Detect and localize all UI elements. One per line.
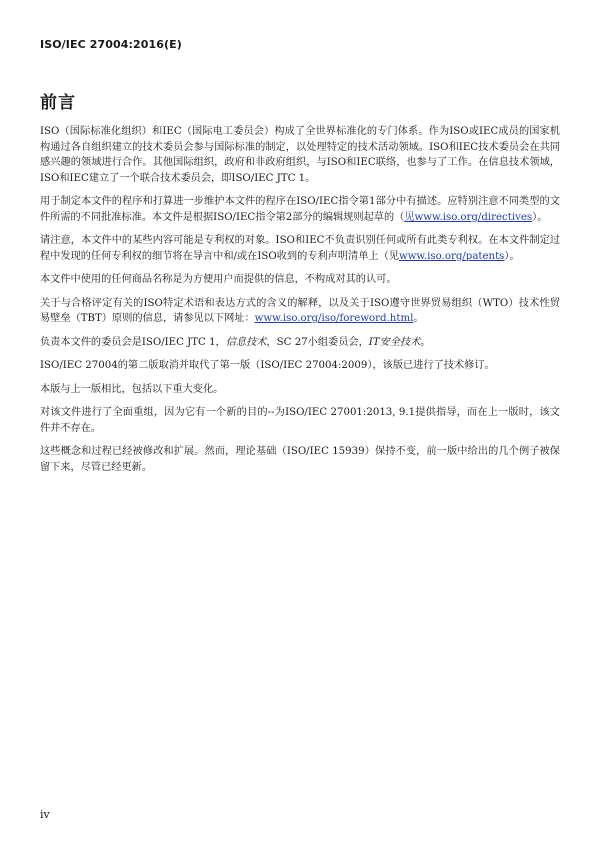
paragraph-conformity <box>40 296 560 327</box>
paragraph-text: 关于与合格评定有关的ISO特定术语和表达方式的含义的解释，以及关于ISO遵守世界贸易组织（WTO）技术性贸易壁垒（TBT）原则的信息，请参见以下网址： <box>40 297 560 324</box>
committee-text: 负责本文件的委员会是ISO/IEC JTC 1， <box>40 336 226 348</box>
page-title: 前言 <box>40 93 76 113</box>
committee-text: ，SC 27小组委员会， <box>266 336 369 348</box>
paragraph-concepts: 这些概念和过程已经被修改和扩展。然而，理论基础（ISO/IEC 15939）保持不变，前一版中给出的几个例子被保留下来，尽管已经更新。 <box>40 446 560 473</box>
paragraph-restructure: 对该文件进行了全面重组，因为它有一个新的目的--为ISO/IEC 27001:2013, 9.1提供指导，而在上一版时，该文件并不存在。 <box>40 407 560 434</box>
committee-it-security: IT安全技术 <box>368 336 421 348</box>
paragraph-trade-names: 本文件中使用的任何商品名称是为方便用户而提供的信息，不构成对其的认可。 <box>40 274 397 285</box>
paragraph-text: 请注意，本文件中的某些内容可能是专利权的对象。ISO和IEC不负责识别任何或所有此类专利权。在本文件制定过程中发现的任何专利权的细节将在导言中和/或在ISO收到的专利声明清单上（见 <box>40 235 560 262</box>
paragraph-edition: ISO/IEC 27004的第二版取消并取代了第一版（ISO/IEC 27004:2009），该版已进行了技术修订。 <box>40 360 495 371</box>
document-id-header: ISO/IEC 27004:2016(E) <box>40 38 182 51</box>
paragraph-end: 。 <box>413 313 424 324</box>
paragraph-procedures <box>40 194 560 225</box>
page-number: iv <box>40 808 50 821</box>
foreword-body <box>40 124 560 483</box>
paragraph-patents <box>40 233 560 264</box>
paragraph-changes-intro: 本版与上一版相比，包括以下重大变化。 <box>40 383 224 395</box>
committee-text: 。 <box>420 336 431 348</box>
committee-info-technology: 信息技术 <box>225 336 267 348</box>
paragraph-end: ）。 <box>532 211 548 223</box>
paragraph-organizations: ISO（国际标准化组织）和IEC（国际电工委员会）构成了全世界标准化的专门体系。作为ISO或IEC成员的国家机构通过各自组织建立的技术委员会参与国际标准的制定，以处理特定的技术活动领域。ISO和IEC技术委员会在共同感兴趣的领域进行合作。其他国际组织，政府和非政府组织，与ISO和IEC联络，也参与了工作。在信息技术领域，ISO和IEC建立了一个联合技术委员会，即ISO/IEC JTC 1。 <box>40 126 560 184</box>
paragraph-committee <box>40 335 560 351</box>
paragraph-text: 用于制定本文件的程序和打算进一步维护本文件的程序在ISO/IEC指令第1部分中有描述。应特别注意不同类型的文件所需的不同批准标准。本文件是根据ISO/IEC指令第2部分的编辑规则起草的（ <box>40 196 560 223</box>
patents-link[interactable]: www.iso.org/patents <box>398 250 505 262</box>
paragraph-end: ）。 <box>504 250 520 262</box>
directives-link[interactable]: 见www.iso.org/directives <box>404 211 533 223</box>
foreword-link[interactable]: www.iso.org/iso/foreword.html <box>254 313 414 324</box>
